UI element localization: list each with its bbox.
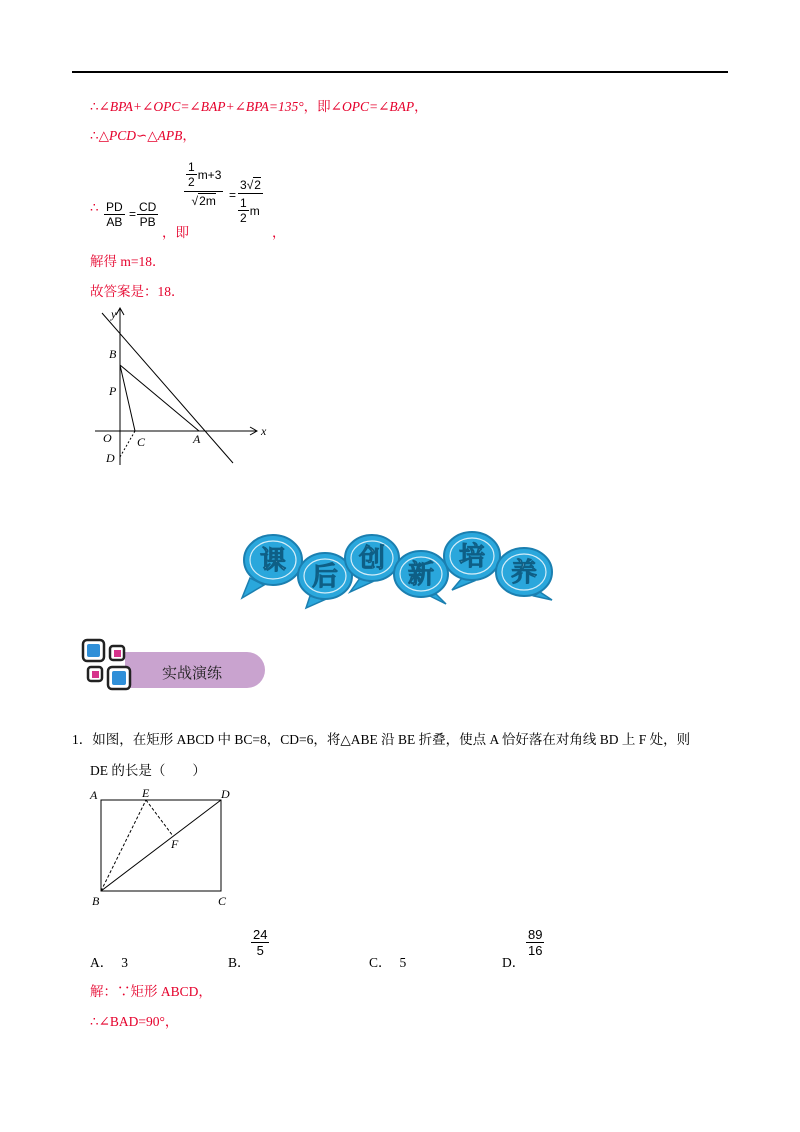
label-A: A: [193, 432, 201, 446]
banner-char: 新: [407, 560, 435, 590]
solution-line-2: [90, 127, 196, 145]
label-C: C: [218, 894, 227, 908]
option-A[interactable]: A． 3: [90, 955, 128, 970]
compound-denominator: √2m: [191, 194, 216, 208]
label-x: x: [261, 424, 267, 438]
banner-char: 培: [458, 542, 486, 572]
banner-bubbles: [242, 532, 552, 608]
coordinate-figure: [95, 305, 285, 470]
therefore-symbol: ∴: [90, 128, 99, 143]
label-O: O: [103, 431, 112, 445]
label-y: y: [111, 307, 117, 321]
connector-text: ，即: [303, 99, 331, 114]
rectangle-figure: [88, 785, 238, 910]
punctuation-3: ，: [272, 225, 286, 240]
segment-CD-dashed: [120, 431, 135, 457]
question-line-2: DE 的长是（ ）: [90, 763, 206, 778]
banner-char: 养: [510, 558, 538, 588]
option-B-fraction[interactable]: $\frac{24}{5}$: [253, 927, 268, 958]
equals-sign: =: [129, 207, 137, 221]
solution-line-1: [90, 98, 428, 116]
segment-BE-dashed: [101, 800, 146, 891]
segment-EF-dashed: [146, 800, 173, 836]
section-header: [80, 635, 270, 697]
compound-fraction-rhs: [238, 178, 263, 225]
banner-char: 后: [311, 562, 339, 592]
option-D-fraction[interactable]: $\frac{89}{16}$: [528, 927, 543, 958]
rhs-denominator: $\frac{1}{2}$ m: [240, 196, 260, 225]
compound-fraction-lhs: [184, 160, 223, 208]
ratio-fraction-1: $\frac{PD}{AB}$: [106, 200, 123, 229]
label-B: B: [109, 347, 117, 361]
question-number: 1．: [72, 732, 93, 747]
therefore-symbol: ∴: [90, 99, 99, 114]
diagonal-BD: [101, 800, 221, 891]
label-E: E: [142, 786, 150, 800]
punctuation: ，: [414, 99, 428, 114]
label-B: B: [92, 894, 100, 908]
answer-line-1: 解：∵矩形 ABCD，: [90, 984, 212, 999]
rhs-numerator: 3√2: [240, 178, 261, 192]
solution-line-5: 故答案是：18．: [90, 284, 185, 299]
question-text: 如图，在矩形 ABCD 中 BC=8，CD=6，将△ABE 沿 BE 折叠，使点 A 恰好落在对角线 BD 上 F 处，则: [92, 732, 691, 747]
question-line-1: [72, 731, 690, 749]
section-icon: [80, 637, 142, 697]
after-class-banner: [240, 530, 560, 610]
compound-numerator: $\frac{1}{2}$ m+3: [184, 160, 223, 192]
label-D: D: [221, 787, 230, 801]
label-A: A: [90, 788, 98, 802]
similarity-statement: △PCD∽△APB: [98, 128, 183, 143]
label-F: F: [171, 837, 179, 851]
banner-char: 课: [259, 546, 287, 576]
section-title: 实战演练: [162, 664, 223, 682]
therefore-symbol-3: ∴: [90, 200, 99, 215]
equals-sign-2: =: [229, 188, 237, 202]
solution-line-4: 解得 m=18．: [90, 254, 166, 269]
label-D: D: [106, 451, 115, 465]
label-P: P: [109, 384, 117, 398]
punctuation: ，: [182, 128, 196, 143]
answer-line-2: ∴∠BAD=90°，: [90, 1014, 179, 1029]
connector-text-3: ，即: [162, 225, 189, 240]
angle-equation-2: ∠OPC=∠BAP: [330, 99, 415, 114]
line-through-B-A: [102, 313, 233, 463]
ratio-fraction-2: $\frac{CD}{PB}$: [139, 200, 157, 229]
header-rule: [72, 71, 728, 73]
option-D-label[interactable]: D．: [502, 955, 526, 970]
segment-PA: [120, 365, 199, 431]
option-B-label[interactable]: B．: [228, 955, 251, 970]
segment-PC: [120, 365, 135, 431]
option-C[interactable]: C． 5: [369, 955, 407, 970]
label-C: C: [137, 435, 146, 449]
banner-char: 创: [358, 544, 386, 574]
angle-equation: ∠BPA+∠OPC=∠BAP+∠BPA=135°: [98, 99, 304, 114]
